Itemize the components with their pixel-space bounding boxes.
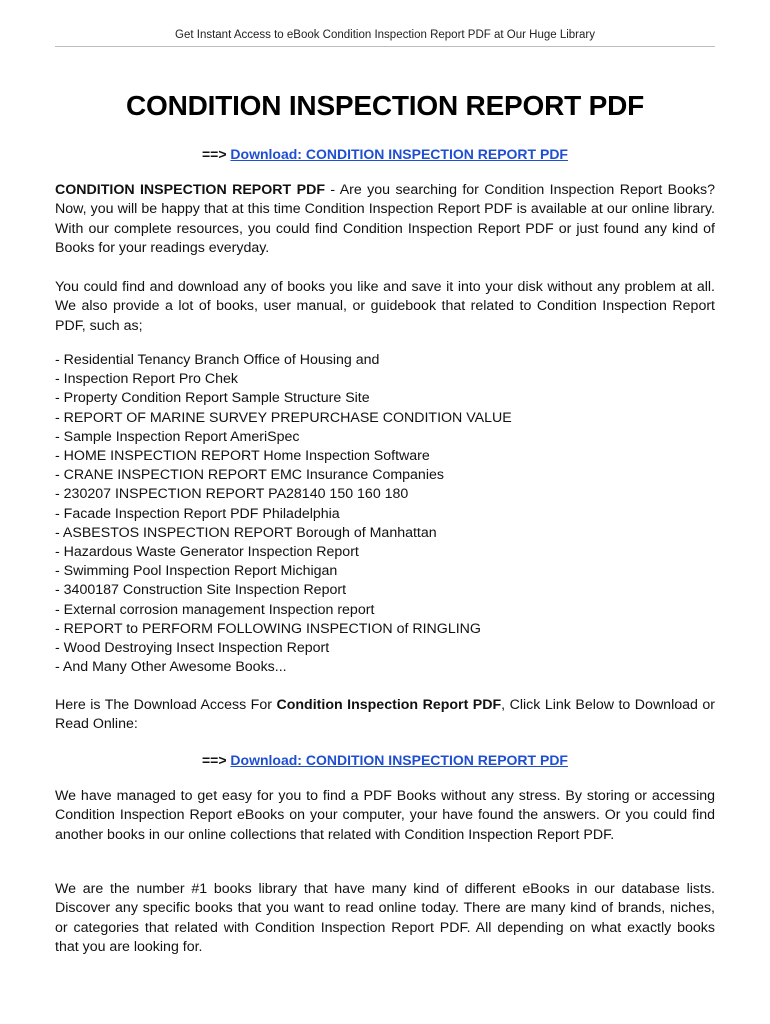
access-pre-text: Here is The Download Access For	[55, 697, 277, 713]
related-book-item: - Hazardous Waste Generator Inspection Report	[55, 543, 715, 562]
download-link-bottom[interactable]: Download: CONDITION INSPECTION REPORT PDF	[230, 752, 568, 768]
related-book-item: - 3400187 Construction Site Inspection Report	[55, 581, 715, 600]
paragraph-library: We are the number #1 books library that have many kind of different eBooks in our database lists. Discover any specific books that you want to read online today. There are many kind of brands, niches, or categories that related with Condition Inspection Report PDF. All depending on what exactly books that you are looking for.	[55, 881, 715, 955]
download-arrow-prefix: ==>	[202, 146, 227, 162]
related-book-item: - Property Condition Report Sample Structure Site	[55, 389, 715, 408]
access-bold-text: Condition Inspection Report PDF	[276, 697, 502, 713]
intro-paragraph	[55, 181, 715, 258]
intro-text: - Are you searching for Condition Inspection Report Books? Now, you will be happy that at this time Condition Inspection Report PDF is available at our online library. With our complete resources, you could find Condition Inspection Report PDF or just found any kind of Books for your readings everyday.	[55, 182, 715, 256]
related-book-item: - External corrosion management Inspection report	[55, 601, 715, 620]
related-book-item: - And Many Other Awesome Books...	[55, 658, 715, 677]
intro-bold-lead: CONDITION INSPECTION REPORT PDF	[55, 182, 325, 198]
related-book-item: - 230207 INSPECTION REPORT PA28140 150 160 180	[55, 485, 715, 504]
document-title: CONDITION INSPECTION REPORT PDF	[125, 90, 645, 121]
related-book-item: - Swimming Pool Inspection Report Michigan	[55, 562, 715, 581]
related-book-item: - ASBESTOS INSPECTION REPORT Borough of Manhattan	[55, 524, 715, 543]
related-book-item: - Inspection Report Pro Chek	[55, 370, 715, 389]
download-line-top	[55, 146, 715, 162]
related-book-item: - Sample Inspection Report AmeriSpec	[55, 428, 715, 447]
access-paragraph	[55, 696, 715, 735]
paragraph-related-intro: You could find and download any of books you like and save it into your disk without any problem at all. We also provide a lot of books, user manual, or guidebook that related to Condition Inspection Report PDF, such as;	[55, 279, 715, 334]
access-post-text: , Click Link Below to Download or Read Online:	[55, 697, 716, 733]
page-header-text: Get Instant Access to eBook Condition Inspection Report PDF at Our Huge Library	[175, 29, 595, 41]
related-book-item: - HOME INSPECTION REPORT Home Inspection Software	[55, 447, 715, 466]
header-divider	[55, 46, 715, 47]
related-book-item: - REPORT to PERFORM FOLLOWING INSPECTION of RINGLING	[55, 620, 715, 639]
related-book-item: - Wood Destroying Insect Inspection Report	[55, 639, 715, 658]
related-books-list	[55, 351, 715, 677]
paragraph-storing: We have managed to get easy for you to find a PDF Books without any stress. By storing or accessing Condition Inspection Report eBooks on your computer, your have found the answers. Or you could find another books in our online collections that related with Condition Inspection Report PDF.	[55, 788, 715, 843]
download-arrow-prefix: ==>	[202, 752, 227, 768]
related-book-item: - CRANE INSPECTION REPORT EMC Insurance Companies	[55, 466, 715, 485]
download-line-bottom	[55, 752, 715, 768]
download-link-top[interactable]: Download: CONDITION INSPECTION REPORT PDF	[230, 146, 568, 162]
related-book-item: - REPORT OF MARINE SURVEY PREPURCHASE CONDITION VALUE	[55, 409, 715, 428]
related-book-item: - Residential Tenancy Branch Office of Housing and	[55, 351, 715, 370]
related-book-item: - Facade Inspection Report PDF Philadelphia	[55, 505, 715, 524]
